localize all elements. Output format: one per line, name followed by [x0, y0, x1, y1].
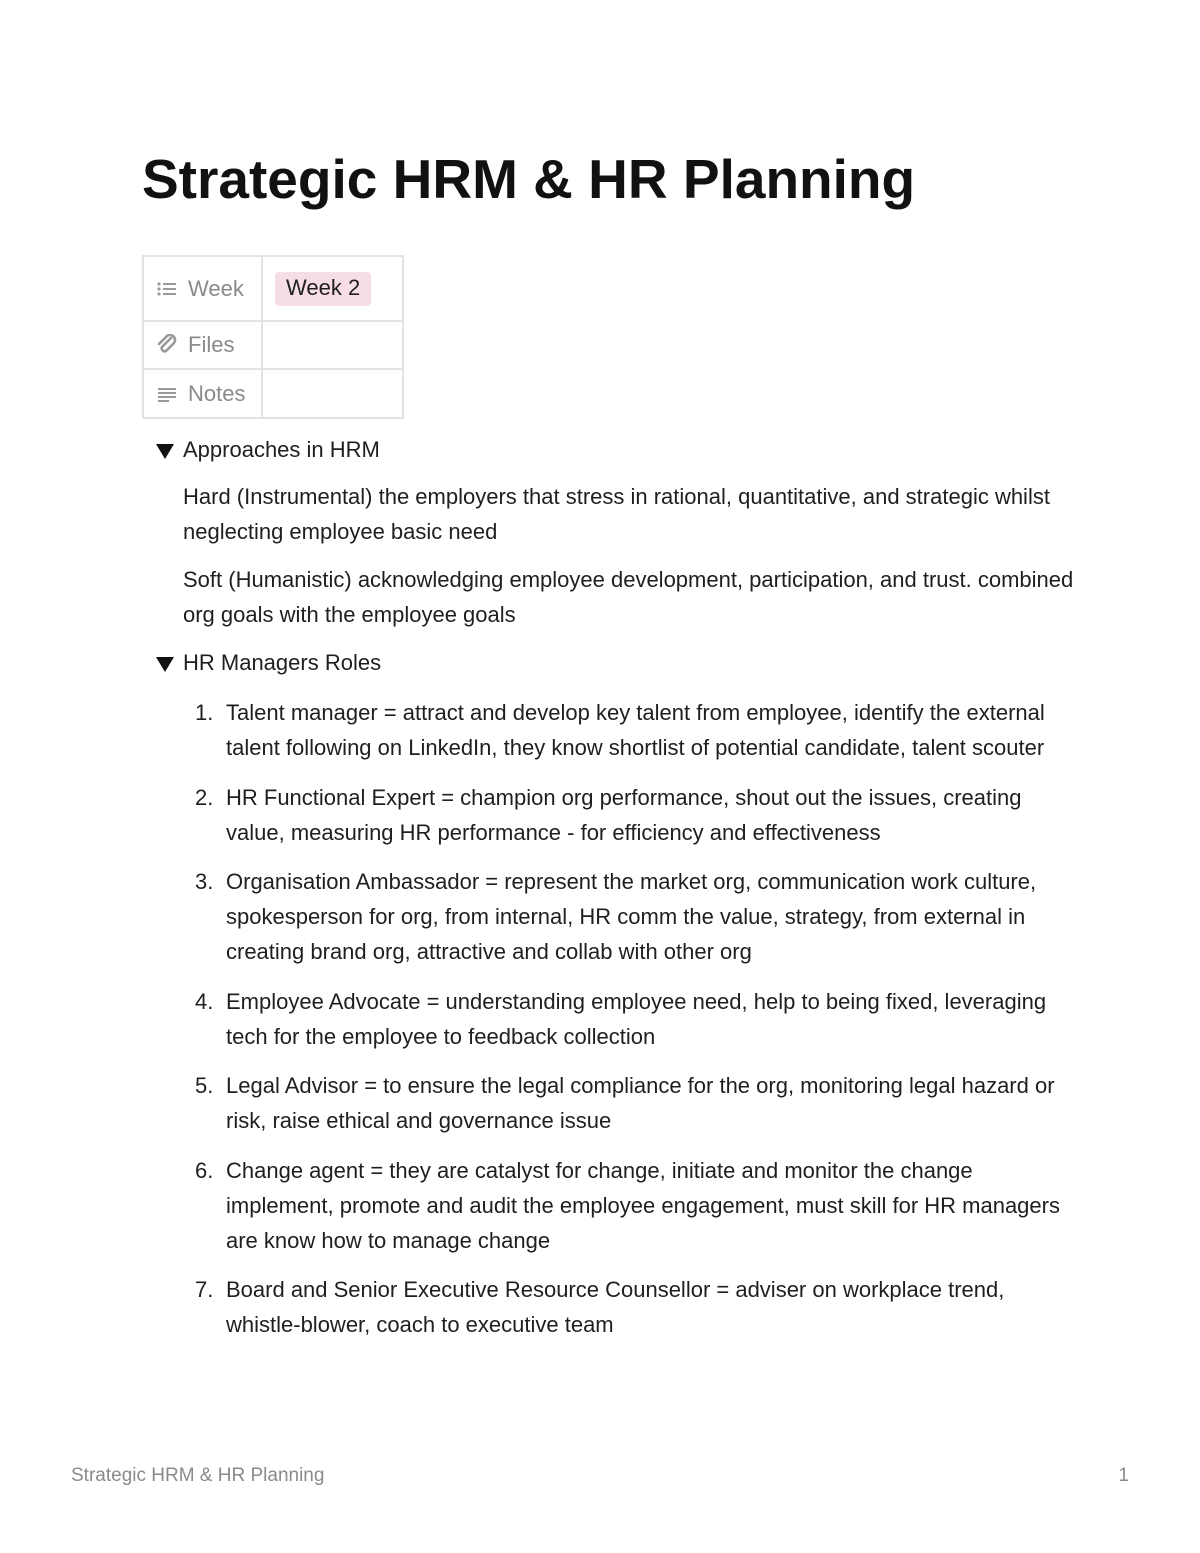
footer-page-number: 1: [1118, 1465, 1129, 1486]
list-number: 2.: [195, 784, 214, 810]
paragraph-soft-hrm: Soft (Humanistic) acknowledging employee development, participation, and trust. combined org goals with the employee goals: [183, 567, 1074, 627]
list-number: 4.: [195, 988, 214, 1014]
caret-down-icon[interactable]: [156, 444, 174, 459]
property-value-files[interactable]: [262, 321, 403, 369]
list-text: Change agent = they are catalyst for change, initiate and monitor the change implement, promote and audit the employee engagement, must skill for HR managers are know how to manage change: [226, 1157, 1060, 1253]
list-text: Board and Senior Executive Resource Counsellor = adviser on workplace trend, whistle-blower, coach to executive team: [226, 1277, 1005, 1337]
paragraph-hard-hrm: Hard (Instrumental) the employers that stress in rational, quantitative, and strategic whilst neglecting employee basic need: [183, 484, 1050, 544]
list-item: [183, 695, 1083, 765]
toggle-approaches-in-hrm[interactable]: [156, 435, 380, 465]
list-text: Talent manager = attract and develop key talent from employee, identify the external talent following on LinkedIn, they know shortlist of potential candidate, talent scouter: [226, 700, 1045, 760]
property-row-week: [143, 256, 403, 321]
property-label-files: Files: [188, 332, 235, 357]
property-key-notes[interactable]: [143, 369, 262, 418]
toggle-hr-managers-roles[interactable]: [156, 648, 381, 678]
list-number: 3.: [195, 869, 214, 894]
list-icon: [156, 278, 178, 300]
property-label-notes: Notes: [188, 380, 246, 406]
property-key-files[interactable]: [143, 321, 262, 369]
property-key-week[interactable]: [143, 256, 262, 321]
property-row-notes: [143, 369, 403, 418]
week-tag[interactable]: Week 2: [275, 272, 371, 306]
properties-table: [142, 255, 404, 419]
hr-roles-list: [183, 695, 1083, 1357]
list-text: Employee Advocate = understanding employee need, help to being fixed, leveraging tech for the employee to feedback collection: [226, 988, 1047, 1049]
toggle-label: HR Managers Roles: [183, 650, 382, 675]
list-number: 7.: [195, 1277, 214, 1302]
property-row-files: [143, 321, 403, 369]
list-number: 1.: [195, 700, 214, 725]
list-number: 5.: [195, 1073, 214, 1098]
list-item: [183, 1068, 1083, 1138]
property-value-notes[interactable]: [262, 369, 403, 418]
list-item: [183, 1272, 1083, 1342]
footer-title: Strategic HRM & HR Planning: [71, 1465, 325, 1486]
paperclip-icon: [156, 334, 178, 356]
list-item: [183, 1153, 1083, 1258]
list-item: [183, 864, 1083, 969]
page-title: Strategic HRM & HR Planning: [142, 148, 916, 210]
property-value-week[interactable]: [262, 256, 403, 321]
list-text: Organisation Ambassador = represent the market org, communication work culture, spokesperson for org, from internal, HR comm the value, strategy, from external in creating brand org, attractive and collab with other org: [226, 869, 1037, 964]
list-number: 6.: [195, 1157, 214, 1183]
text-lines-icon: [156, 383, 178, 405]
list-item: [183, 780, 1083, 850]
property-label-week: Week: [188, 275, 244, 301]
list-item: [183, 984, 1083, 1054]
caret-down-icon[interactable]: [156, 657, 174, 672]
list-text: Legal Advisor = to ensure the legal compliance for the org, monitoring legal hazard or risk, raise ethical and governance issue: [226, 1073, 1055, 1133]
toggle-label: Approaches in HRM: [183, 437, 380, 462]
list-text: HR Functional Expert = champion org performance, shout out the issues, creating value, measuring HR performance - for efficiency and effectiveness: [226, 784, 1022, 845]
